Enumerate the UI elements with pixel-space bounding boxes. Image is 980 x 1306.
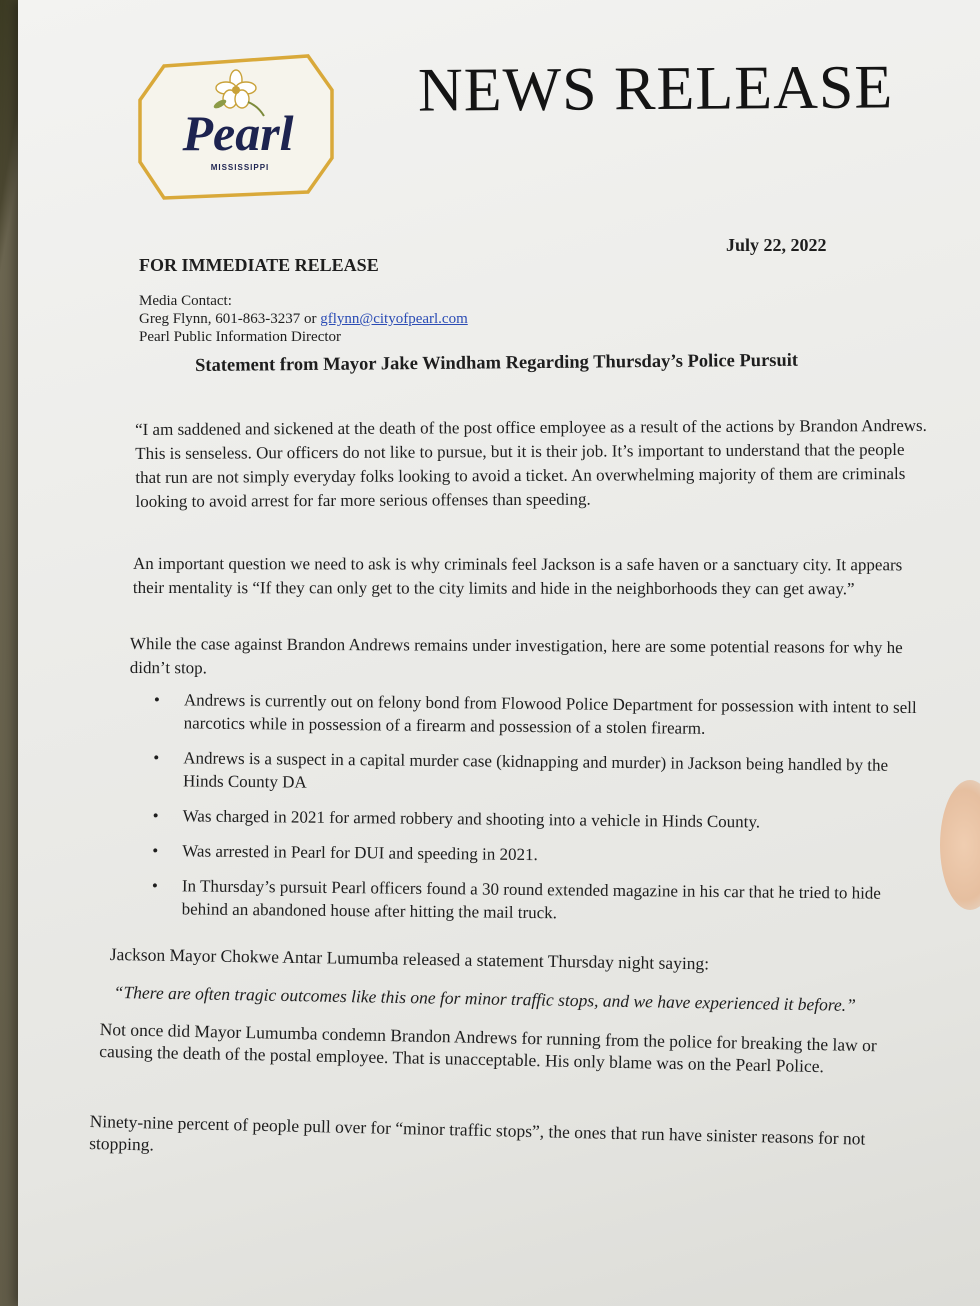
list-item: [146, 839, 916, 870]
contact-title: Pearl Public Information Director: [139, 329, 342, 345]
list-item-text: Was charged in 2021 for armed robbery and shooting into a vehicle in Hinds County.: [182, 806, 761, 832]
paragraph: “I am saddened and sickened at the death of the post office employee as a result of the actions by Brandon Andrews. This is senseless. Our officers do not like to pursue, but it is their job. It’s important to understand that the people that run are not simply everyday folks looking to avoid a ticket. An overwhelming majority of them are criminals looking to avoid arrest for far more serious offenses than speeding.: [135, 415, 927, 511]
bullet-icon: •: [152, 841, 159, 861]
list-item-text: Andrews is a suspect in a capital murder case (kidnapping and murder) in Jackson being handled by the Hinds County DA: [182, 748, 889, 792]
list-item: [148, 688, 918, 742]
list-item-text: Was arrested in Pearl for DUI and speeding in 2021.: [182, 841, 538, 865]
list-item: [146, 874, 916, 928]
paragraph: An important question we need to ask is why criminals feel Jackson is a safe haven or a sanctuary city. It appears their mentality is “If they can only get to the city limits and hide in the neighborhoods they can get away.”: [132, 554, 903, 599]
jackson-mayor-intro: Jackson Mayor Chokwe Antar Lumumba released a statement Thursday night saying:: [109, 943, 710, 974]
paragraph: While the case against Brandon Andrews remains under investigation, here are some potential reasons for why he didn’t stop.: [129, 634, 903, 678]
pearl-logo: [136, 52, 336, 202]
logo-wordmark: Pearl: [182, 105, 294, 161]
bullet-icon: •: [151, 876, 158, 896]
list-item: [147, 746, 917, 800]
response-paragraph: Not once did Mayor Lumumba condemn Brandon Andrews for running from the police for breaking the law or causing the death of the postal employee. That is unacceptable. His only blame was on the Pearl Police.: [99, 1018, 877, 1077]
contact-name-phone: Greg Flynn, 601-863-3237 or: [139, 311, 321, 327]
finger-edge: [940, 780, 980, 910]
media-contact: [139, 292, 468, 346]
news-release-page: [18, 0, 980, 1306]
contact-line: [139, 310, 468, 328]
list-item-text: In Thursday’s pursuit Pearl officers found a 30 round extended magazine in his car that he tried to hide behind an abandoned house after hitting the mail truck.: [181, 876, 882, 923]
release-date: July 22, 2022: [726, 235, 827, 255]
list-item: [147, 804, 917, 835]
release-type: FOR IMMEDIATE RELEASE: [139, 255, 379, 275]
list-item-text: Andrews is currently out on felony bond from Flowood Police Department for possession with intent to sell narcotics while in possession of a firearm and possession of a stolen firearm.: [183, 690, 917, 738]
final-paragraph: Ninety-nine percent of people pull over for “minor traffic stops”, the ones that run have sinister reasons for not stopping.: [89, 1110, 866, 1155]
bullet-icon: •: [153, 748, 160, 768]
contact-label: Media Contact:: [139, 293, 232, 309]
page-title: NEWS RELEASE: [417, 53, 894, 125]
jackson-mayor-quote: “There are often tragic outcomes like this one for minor traffic stops, and we have experienced it before.”: [113, 981, 857, 1015]
bullet-icon: •: [153, 690, 160, 710]
reasons-list: [145, 688, 918, 940]
contact-email-link[interactable]: gflynn@cityofpearl.com: [320, 311, 468, 327]
bullet-icon: •: [152, 806, 159, 826]
logo-state: MISSISSIPPI: [210, 163, 270, 172]
statement-headline: Statement from Mayor Jake Windham Regarding Thursday’s Police Pursuit: [195, 350, 799, 376]
